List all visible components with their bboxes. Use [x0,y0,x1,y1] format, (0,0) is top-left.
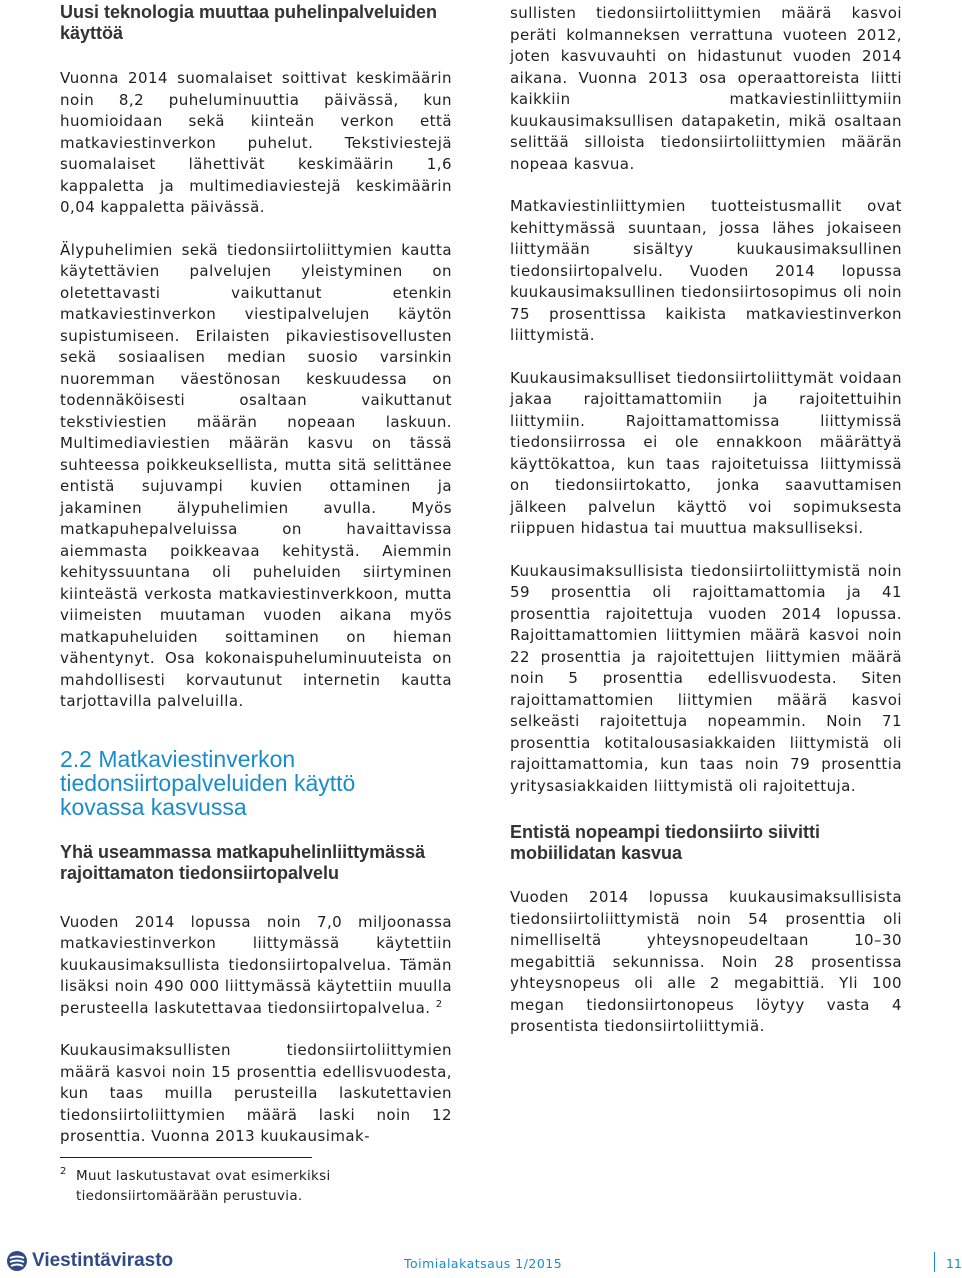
heading-new-technology: Uusi teknologia muuttaa puhelinpalveluiden käyttöä [60,2,438,43]
left-column [60,0,452,1148]
section-title-2-2: 2.2 Matkaviestinverkon tiedonsiirtopalveluiden käyttö kovassa kasvussa [60,745,356,820]
viestintavirasto-logo[interactable] [6,1250,173,1272]
footnote-number: 2 [60,1166,67,1177]
footer-separator [934,1252,935,1272]
heading-unlimited-data: Yhä useammassa matkapuhelinliittymässä rajoittamaton tiedonsiirtopalvelu [60,841,426,883]
paragraph-subscriptions-text: Vuoden 2014 lopussa noin 7,0 miljoonassa matkaviestinverkon liittymässä käytettiin kuukausimaksullista tiedonsiirtopalvelua. Tämän lisäksi noin 490 000 liittymässä käytettiin muulla perusteella laskutettavaa tiedonsiirtopalvelua. [60,912,452,1017]
page-number: 11 [946,1256,962,1271]
footnote-reference[interactable]: 2 [435,998,443,1010]
logo-mark-icon [6,1250,28,1272]
paragraph-growth-continued: sullisten tiedonsiirtoliittymien määrä kasvoi peräti kolmanneksen verrattuna vuoteen 2012, joten kasvuvauhti on hidastunut vuoden 2014 aikana. Vuonna 2013 osa operaattoreista liitti kaikkiin matkaviestinliittymiin kuukausimaksullisen datapaketin, mikä osaltaan selittää silloista tiedonsiirtoliittymien määrän nopeaa kasvua. [510,4,902,173]
paragraph-subscriptions [60,912,452,1020]
publication-title: Toimialakatsaus 1/2015 [404,1256,563,1271]
paragraph-call-minutes: Vuonna 2014 suomalaiset soittivat keskimäärin noin 8,2 puheluminuuttia päivässä, kun huomioidaan sekä kiinteän verkon että matkaviestinverkon puhelut. Tekstiviestejä suomalaiset lähettivät keskimäärin 1,6 kappaletta ja multimediaviestejä keskimäärin 0,04 kappaletta päivässä. [60,69,452,216]
footnote-text: Muut laskutustavat ovat esimerkiksi tiedonsiirtomäärään perustuvia. [76,1168,331,1204]
paragraph-product-models: Matkaviestinliittymien tuotteistusmallit ovat kehittymässä suuntaan, jossa lähes jokaiseen liittymään sisältyy kuukausimaksullinen tiedonsiirtopalvelu. Vuoden 2014 lopussa kuukausimaksullinen tiedonsiirtosopimus oli noin 75 prosenttissa kaikista matkaviestinverkon liittymistä. [510,197,902,344]
footnote [60,1166,440,1206]
paragraph-unlimited-limited: Kuukausimaksulliset tiedonsiirtoliittymät voidaan jakaa rajoittamattomiin ja rajoitettuihin liittymiin. Rajoittamattomissa liittymissä tiedonsiirrossa ei ole ennakkoon määrättyä käyttökattoa, kun taas rajoitetuissa liittymissä on tiedonsiirtokatto, jonka saavuttamisen jälkeen palvelun käyttö voi sopimuksesta riippuen hidastua tai muuttua maksulliseksi. [510,368,902,537]
page-footer [0,1240,960,1278]
paragraph-percentages: Kuukausimaksullisista tiedonsiirtoliittymistä noin 59 prosenttia oli rajoittamattomia ja 41 prosenttia rajoitettuja vuoden 2014 lopussa. Rajoittamattomien liittymien määrä kasvoi noin 22 prosenttia ja rajoitettujen liittymien määrä noin 5 prosenttia edellisvuodesta. Siten rajoittamattomien liittymien määrä kasvoi selkeästi rajoitettuja nopeammin. Noin 71 prosenttia kotitalousasiakkaiden liittymistä oli rajoittamattomia, kun taas noin 79 prosenttia yritysasiakkaiden liittymistä oli rajoitettuja. [510,561,902,795]
paragraph-smartphones: Älypuhelimien sekä tiedonsiirtoliittymien kautta käytettävien palvelujen yleistyminen on oletettavasti vaikuttanut etenkin matkaviestinverkon viestipalvelujen käytön supistumiseen. Erilaisten pikaviestisovellusten sekä sosiaalisen median suosio varsinkin nuoremman väestönosan keskuudessa on todennäköisesti osaltaan vaikuttanut tekstiviestien määrän nopeaan laskuun. Multimediaviestien määrän kasvu on tässä suhteessa poikkeuksellista, mutta sitä selittänee entistä sujuvampi kuvien ottaminen ja jakaminen älypuhelimien avulla. Myös matkapuhepalveluissa on havaittavissa aiemmasta poikkeavaa kehitystä. Aiemmin kehityssuuntana oli puheluiden siirtyminen kiinteästä verkosta matkaviestinverkkoon, mutta viimeisten muutaman vuoden aikana myös matkapuheluiden soittaminen on hieman vähentynyt. Osa kokonaispuheluminuuteista on mahdollisesti korvautunut internetin kautta tarjottavilla palveluilla. [60,240,452,710]
paragraph-speeds: Vuoden 2014 lopussa kuukausimaksullisista tiedonsiirtoliittymistä noin 54 prosenttia oli nimelliseltä yhteysnopeudeltaan 10–30 megabittiä sekunnissa. Noin 28 prosentissa yhteysnopeus oli alle 2 megabittiä. Yli 100 megan tiedonsiirtonopeus löytyy vasta 4 prosentista tiedonsiirtoliittymiä. [510,888,902,1035]
logo-text: Viestintävirasto [32,1250,174,1271]
right-column [510,0,902,1038]
heading-faster-data: Entistä nopeampi tiedonsiirto siivitti mobiilidatan kasvua [510,822,821,863]
footnote-divider [60,1157,312,1158]
paragraph-growth: Kuukausimaksullisten tiedonsiirtoliittymien määrä kasvoi noin 15 prosenttia edellisvuodesta, kun taas muilla perusteilla laskutettavien tiedonsiirtoliittymien määrä laski noin 12 prosenttia. Vuonna 2013 kuukausimak- [60,1041,452,1145]
